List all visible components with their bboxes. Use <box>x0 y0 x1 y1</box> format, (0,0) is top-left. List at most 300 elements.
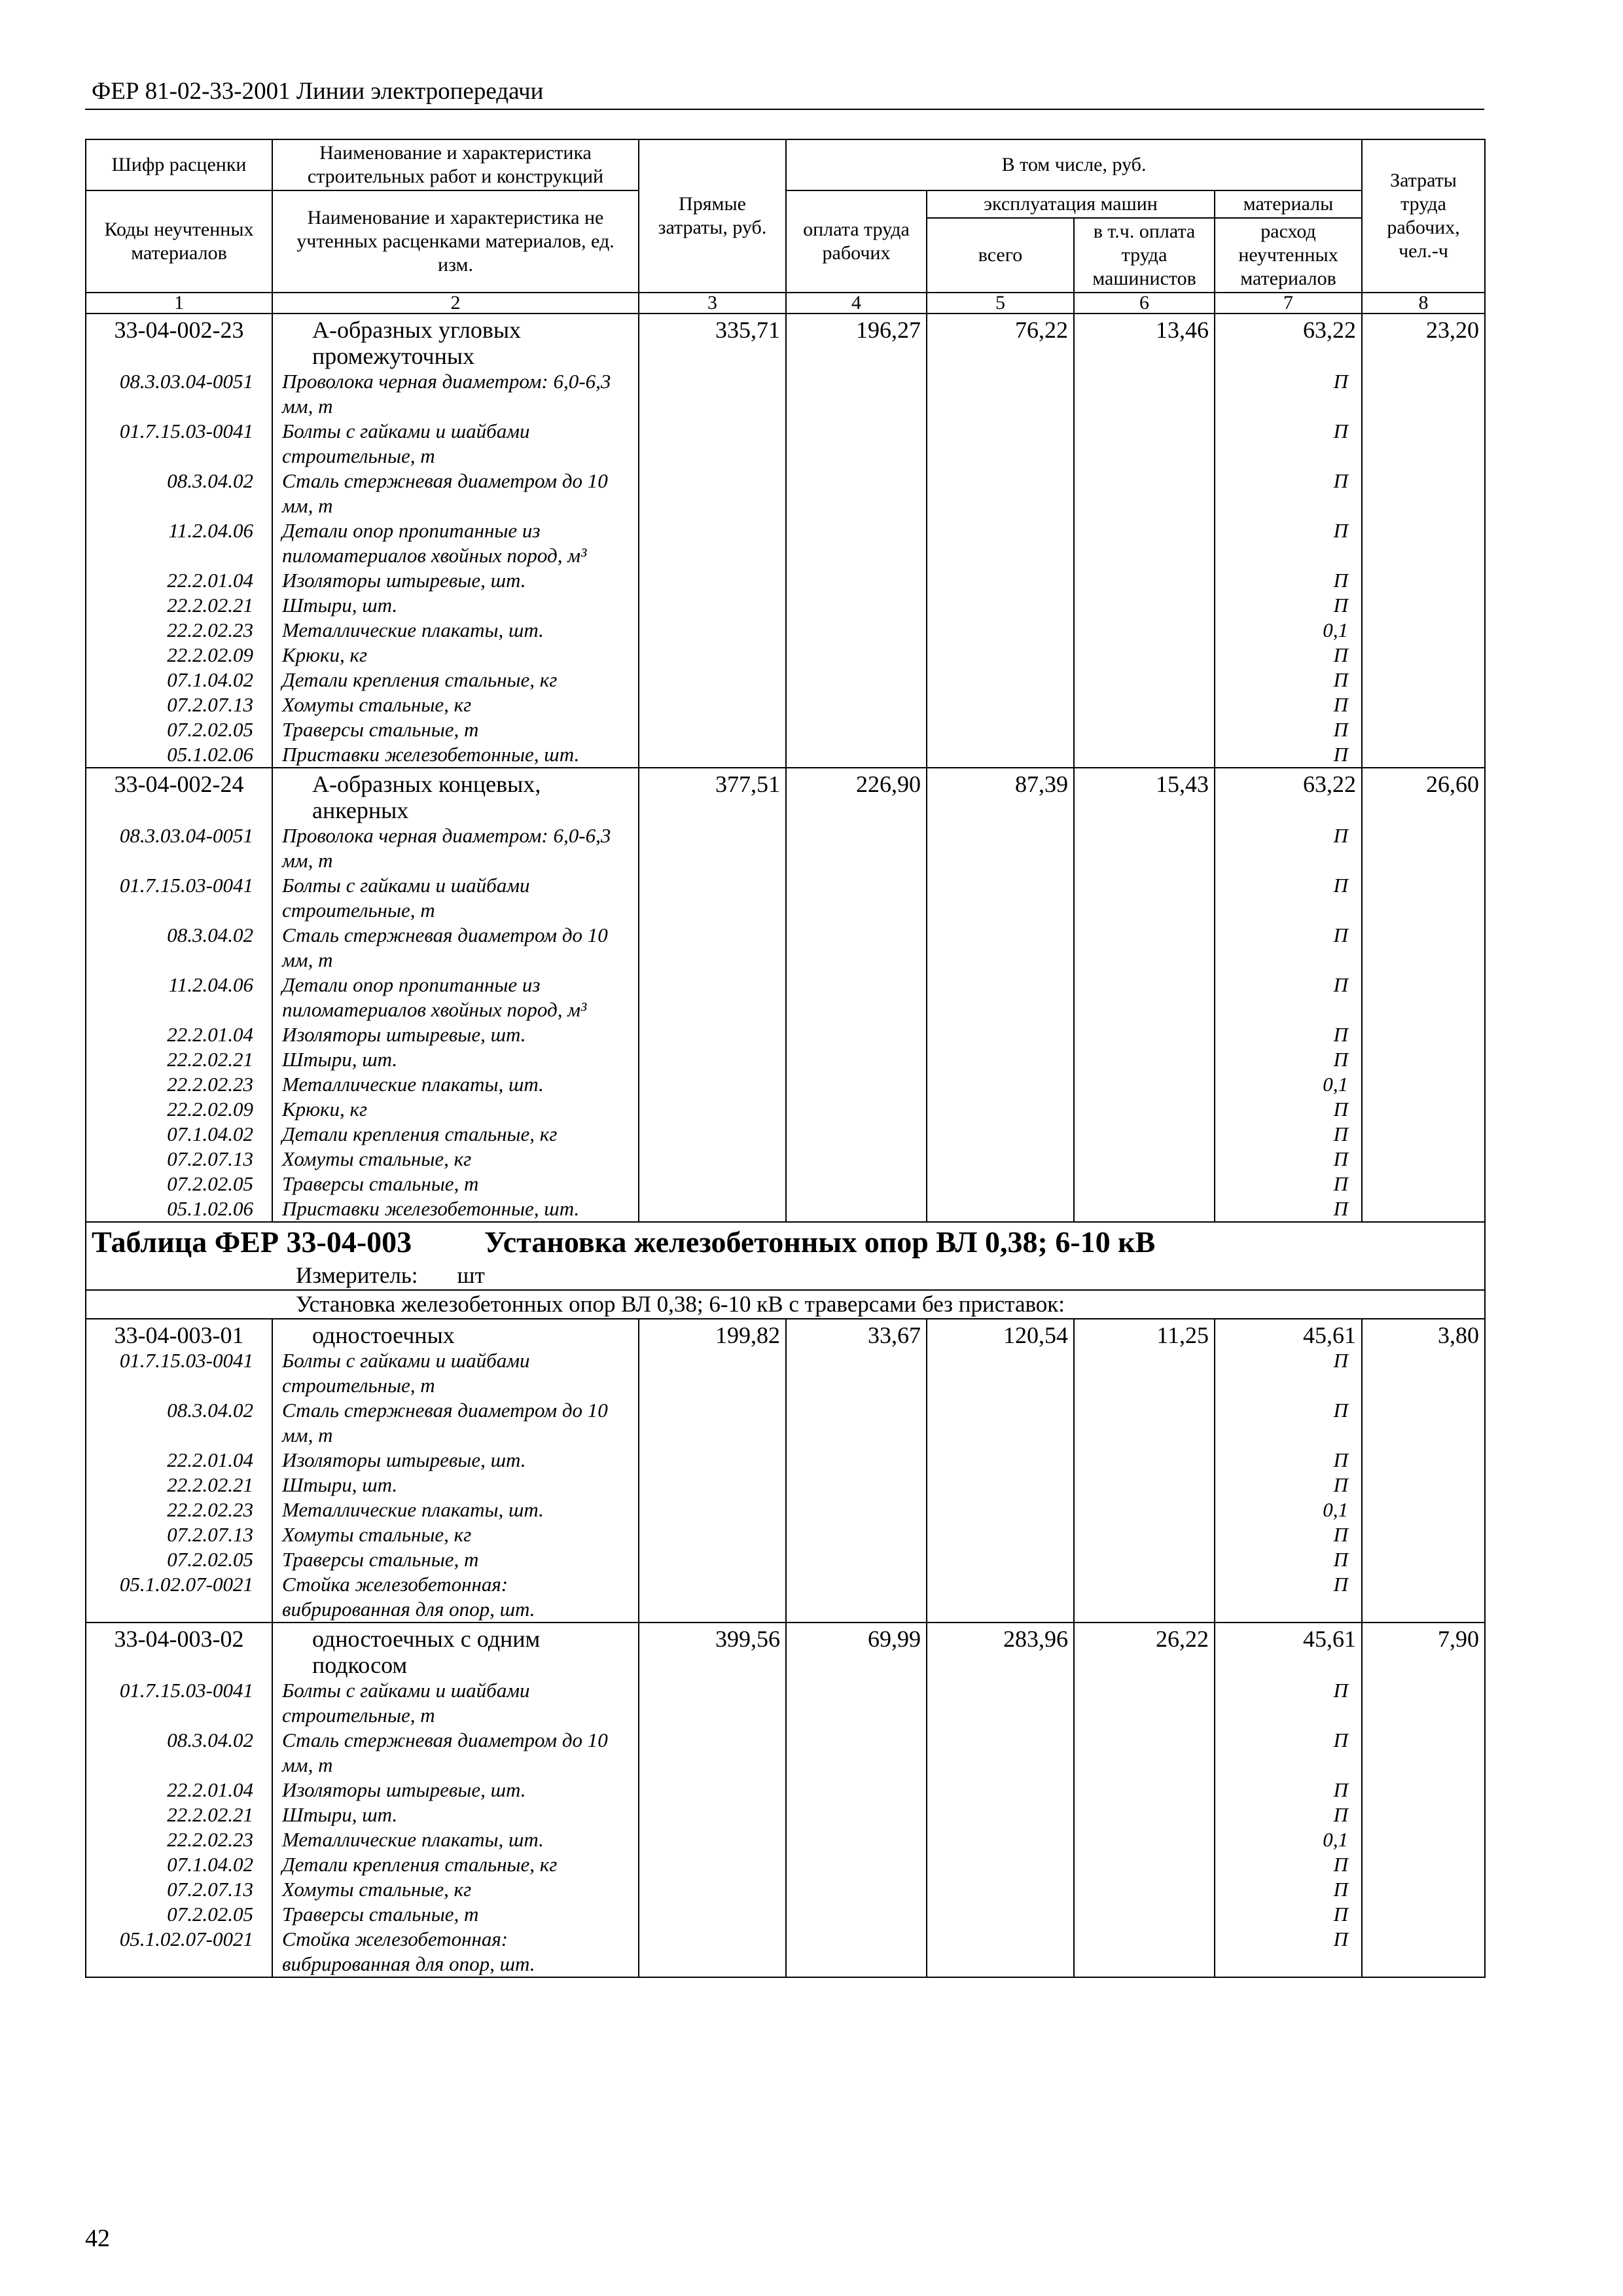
empty-cell <box>1362 1398 1485 1448</box>
material-qty: П <box>1215 1522 1362 1547</box>
empty-cell <box>786 1072 927 1097</box>
material-name: Металлические плакаты, шт. <box>272 1827 639 1852</box>
empty-cell <box>1362 742 1485 768</box>
empty-cell <box>639 1522 786 1547</box>
worker-wages: 69,99 <box>786 1623 927 1678</box>
material-name: Траверсы стальные, т <box>272 717 639 742</box>
material-code: 22.2.01.04 <box>86 1022 272 1047</box>
empty-cell <box>786 593 927 618</box>
material-code: 01.7.15.03-0041 <box>86 873 272 923</box>
material-qty: П <box>1215 1147 1362 1172</box>
empty-cell <box>639 518 786 568</box>
material-qty: П <box>1215 873 1362 923</box>
measure-value: шт <box>457 1263 485 1288</box>
material-code: 22.2.02.21 <box>86 593 272 618</box>
empty-cell <box>1074 1852 1215 1877</box>
material-code: 07.2.02.05 <box>86 1547 272 1572</box>
material-code: 08.3.03.04-0051 <box>86 369 272 419</box>
material-qty: П <box>1215 923 1362 973</box>
empty-cell <box>1074 1122 1215 1147</box>
material-qty: П <box>1215 369 1362 419</box>
material-code: 05.1.02.06 <box>86 742 272 768</box>
work-name: одностоечных <box>272 1319 639 1348</box>
empty-cell <box>639 1398 786 1448</box>
material-name: Штыри, шт. <box>272 1803 639 1827</box>
empty-cell <box>1362 1072 1485 1097</box>
material-row <box>86 568 1485 593</box>
material-qty: П <box>1215 692 1362 717</box>
empty-cell <box>1362 973 1485 1022</box>
material-row <box>86 1022 1485 1047</box>
empty-cell <box>639 643 786 668</box>
material-row <box>86 1097 1485 1122</box>
empty-cell <box>639 419 786 469</box>
empty-cell <box>1362 1047 1485 1072</box>
material-code: 08.3.04.02 <box>86 1728 272 1778</box>
header-materials: материалы <box>1215 190 1362 218</box>
price-row <box>86 314 1485 369</box>
material-row <box>86 692 1485 717</box>
material-qty: П <box>1215 1022 1362 1047</box>
material-code: 07.2.02.05 <box>86 717 272 742</box>
header-incl: В том числе, руб. <box>786 139 1362 190</box>
empty-cell <box>927 1348 1074 1398</box>
empty-cell <box>927 1778 1074 1803</box>
empty-cell <box>1362 823 1485 873</box>
empty-cell <box>639 1803 786 1827</box>
material-name: Сталь стержневая диаметром до 10 мм, т <box>272 1398 639 1448</box>
material-row <box>86 618 1485 643</box>
empty-cell <box>639 1902 786 1927</box>
table-description: Установка железобетонных опор ВЛ 0,38; 6-10 кВ с траверсами без приставок: <box>86 1290 1485 1319</box>
material-qty: П <box>1215 1196 1362 1222</box>
empty-cell <box>1074 1147 1215 1172</box>
empty-cell <box>786 568 927 593</box>
empty-cell <box>927 1498 1074 1522</box>
price-table <box>85 139 1486 1978</box>
empty-cell <box>927 668 1074 692</box>
empty-cell <box>1074 1473 1215 1498</box>
empty-cell <box>1074 419 1215 469</box>
material-row <box>86 469 1485 518</box>
material-code: 08.3.04.02 <box>86 1398 272 1448</box>
material-row <box>86 1122 1485 1147</box>
header-machines: эксплуатация машин <box>927 190 1215 218</box>
price-row <box>86 1319 1485 1348</box>
empty-cell <box>786 668 927 692</box>
empty-cell <box>786 518 927 568</box>
empty-cell <box>786 1547 927 1572</box>
material-name: Изоляторы штыревые, шт. <box>272 1778 639 1803</box>
material-name: Детали крепления стальные, кг <box>272 1852 639 1877</box>
empty-cell <box>786 1196 927 1222</box>
empty-cell <box>927 873 1074 923</box>
material-code: 22.2.02.23 <box>86 618 272 643</box>
empty-cell <box>1362 1348 1485 1398</box>
material-name: Детали опор пропитанные из пиломатериалов хвойных пород, м³ <box>272 973 639 1022</box>
empty-cell <box>786 1522 927 1547</box>
empty-cell <box>1362 1728 1485 1778</box>
material-code: 22.2.02.09 <box>86 1097 272 1122</box>
material-name: Изоляторы штыревые, шт. <box>272 568 639 593</box>
material-name: Детали крепления стальные, кг <box>272 1122 639 1147</box>
column-number: 5 <box>927 293 1074 314</box>
empty-cell <box>786 1877 927 1902</box>
empty-cell <box>639 1547 786 1572</box>
empty-cell <box>786 1678 927 1728</box>
material-name: Болты с гайками и шайбами строительные, т <box>272 419 639 469</box>
material-name: Болты с гайками и шайбами строительные, т <box>272 1348 639 1398</box>
empty-cell <box>927 1572 1074 1623</box>
empty-cell <box>927 923 1074 973</box>
column-number: 7 <box>1215 293 1362 314</box>
empty-cell <box>786 1852 927 1877</box>
empty-cell <box>927 1927 1074 1977</box>
material-row <box>86 1473 1485 1498</box>
empty-cell <box>786 1778 927 1803</box>
material-code: 22.2.01.04 <box>86 1448 272 1473</box>
empty-cell <box>639 1348 786 1398</box>
empty-cell <box>927 1398 1074 1448</box>
material-name: Проволока черная диаметром: 6,0-6,3 мм, т <box>272 369 639 419</box>
material-qty: П <box>1215 518 1362 568</box>
material-qty: П <box>1215 823 1362 873</box>
material-name: Проволока черная диаметром: 6,0-6,3 мм, т <box>272 823 639 873</box>
material-row <box>86 973 1485 1022</box>
empty-cell <box>927 692 1074 717</box>
materials-cost: 63,22 <box>1215 314 1362 369</box>
empty-cell <box>786 1448 927 1473</box>
empty-cell <box>927 593 1074 618</box>
empty-cell <box>1362 419 1485 469</box>
material-code: 22.2.02.23 <box>86 1827 272 1852</box>
empty-cell <box>1074 518 1215 568</box>
price-code: 33-04-003-02 <box>86 1623 272 1678</box>
material-name: Болты с гайками и шайбами строительные, т <box>272 873 639 923</box>
material-code: 11.2.04.06 <box>86 518 272 568</box>
material-code: 11.2.04.06 <box>86 973 272 1022</box>
material-code: 07.2.07.13 <box>86 692 272 717</box>
material-code: 07.2.07.13 <box>86 1522 272 1547</box>
empty-cell <box>1074 1448 1215 1473</box>
empty-cell <box>1074 1097 1215 1122</box>
material-code: 05.1.02.06 <box>86 1196 272 1222</box>
page-number: 42 <box>85 2225 110 2252</box>
empty-cell <box>1362 1778 1485 1803</box>
table-title-label: Таблица ФЕР 33-04-003 <box>92 1225 412 1259</box>
empty-cell <box>639 1122 786 1147</box>
empty-cell <box>639 1022 786 1047</box>
empty-cell <box>639 1572 786 1623</box>
empty-cell <box>927 717 1074 742</box>
empty-cell <box>786 973 927 1022</box>
empty-cell <box>786 1498 927 1522</box>
empty-cell <box>927 1728 1074 1778</box>
empty-cell <box>786 1147 927 1172</box>
column-number: 4 <box>786 293 927 314</box>
empty-cell <box>927 1047 1074 1072</box>
empty-cell <box>639 1097 786 1122</box>
empty-cell <box>786 1172 927 1196</box>
work-name: А-образных угловых промежуточных <box>272 314 639 369</box>
empty-cell <box>927 1196 1074 1222</box>
empty-cell <box>1362 469 1485 518</box>
worker-wages: 33,67 <box>786 1319 927 1348</box>
empty-cell <box>1074 1498 1215 1522</box>
direct-cost: 399,56 <box>639 1623 786 1678</box>
labor-hours: 26,60 <box>1362 768 1485 823</box>
material-qty: П <box>1215 1572 1362 1623</box>
price-row <box>86 1623 1485 1678</box>
material-code: 07.1.04.02 <box>86 1122 272 1147</box>
column-number: 2 <box>272 293 639 314</box>
material-code: 07.1.04.02 <box>86 668 272 692</box>
material-row <box>86 643 1485 668</box>
empty-cell <box>1362 1122 1485 1147</box>
empty-cell <box>927 1448 1074 1473</box>
column-number: 6 <box>1074 293 1215 314</box>
empty-cell <box>639 369 786 419</box>
material-name: Хомуты стальные, кг <box>272 1147 639 1172</box>
material-qty: П <box>1215 1728 1362 1778</box>
empty-cell <box>1362 1498 1485 1522</box>
material-row <box>86 369 1485 419</box>
material-code: 07.2.02.05 <box>86 1172 272 1196</box>
empty-cell <box>1074 1547 1215 1572</box>
machines-total: 283,96 <box>927 1623 1074 1678</box>
material-qty: П <box>1215 419 1362 469</box>
material-code: 08.3.04.02 <box>86 469 272 518</box>
empty-cell <box>786 469 927 518</box>
empty-cell <box>1074 1072 1215 1097</box>
material-qty: П <box>1215 1172 1362 1196</box>
empty-cell <box>786 692 927 717</box>
material-qty: 0,1 <box>1215 1072 1362 1097</box>
material-qty: П <box>1215 742 1362 768</box>
empty-cell <box>1362 1572 1485 1623</box>
empty-cell <box>1362 1678 1485 1728</box>
empty-cell <box>1362 1147 1485 1172</box>
material-row <box>86 419 1485 469</box>
empty-cell <box>1074 973 1215 1022</box>
material-row <box>86 717 1485 742</box>
material-qty: П <box>1215 1852 1362 1877</box>
empty-cell <box>1362 717 1485 742</box>
empty-cell <box>927 1803 1074 1827</box>
empty-cell <box>1362 923 1485 973</box>
empty-cell <box>639 1498 786 1522</box>
column-number: 3 <box>639 293 786 314</box>
empty-cell <box>1074 1877 1215 1902</box>
empty-cell <box>1074 1022 1215 1047</box>
column-number: 1 <box>86 293 272 314</box>
material-name: Изоляторы штыревые, шт. <box>272 1448 639 1473</box>
direct-cost: 199,82 <box>639 1319 786 1348</box>
empty-cell <box>1362 1902 1485 1927</box>
empty-cell <box>786 1728 927 1778</box>
material-qty: П <box>1215 1927 1362 1977</box>
material-row <box>86 1803 1485 1827</box>
empty-cell <box>927 419 1074 469</box>
material-name: Металлические плакаты, шт. <box>272 1498 639 1522</box>
machines-total: 76,22 <box>927 314 1074 369</box>
material-qty: П <box>1215 717 1362 742</box>
work-name: одностоечных с одним подкосом <box>272 1623 639 1678</box>
header-materials-usage: расход неучтенных материалов <box>1215 218 1362 293</box>
empty-cell <box>639 1147 786 1172</box>
empty-cell <box>786 419 927 469</box>
labor-hours: 3,80 <box>1362 1319 1485 1348</box>
empty-cell <box>786 823 927 873</box>
material-name: Сталь стержневая диаметром до 10 мм, т <box>272 469 639 518</box>
material-name: Сталь стержневая диаметром до 10 мм, т <box>272 923 639 973</box>
material-row <box>86 1778 1485 1803</box>
empty-cell <box>639 1778 786 1803</box>
empty-cell <box>786 618 927 643</box>
material-code: 07.2.02.05 <box>86 1902 272 1927</box>
empty-cell <box>927 742 1074 768</box>
material-code: 22.2.01.04 <box>86 568 272 593</box>
empty-cell <box>1074 1348 1215 1398</box>
material-name: Крюки, кг <box>272 1097 639 1122</box>
empty-cell <box>639 1678 786 1728</box>
material-code: 22.2.02.09 <box>86 643 272 668</box>
empty-cell <box>1074 692 1215 717</box>
material-code: 22.2.01.04 <box>86 1778 272 1803</box>
labor-hours: 23,20 <box>1362 314 1485 369</box>
empty-cell <box>639 1852 786 1877</box>
material-name: Изоляторы штыревые, шт. <box>272 1022 639 1047</box>
materials-cost: 45,61 <box>1215 1623 1362 1678</box>
empty-cell <box>1074 1172 1215 1196</box>
material-name: Траверсы стальные, т <box>272 1172 639 1196</box>
table-title-text: Установка железобетонных опор ВЛ 0,38; 6-10 кВ <box>484 1225 1156 1259</box>
empty-cell <box>1074 1398 1215 1448</box>
material-code: 05.1.02.07-0021 <box>86 1572 272 1623</box>
material-name: Металлические плакаты, шт. <box>272 1072 639 1097</box>
material-row <box>86 1196 1485 1222</box>
labor-hours: 7,90 <box>1362 1623 1485 1678</box>
material-qty: П <box>1215 1678 1362 1728</box>
machinist-wages: 15,43 <box>1074 768 1215 823</box>
empty-cell <box>1074 823 1215 873</box>
material-code: 05.1.02.07-0021 <box>86 1927 272 1977</box>
empty-cell <box>1074 1728 1215 1778</box>
material-code: 07.2.07.13 <box>86 1147 272 1172</box>
empty-cell <box>1362 593 1485 618</box>
empty-cell <box>639 668 786 692</box>
machinist-wages: 26,22 <box>1074 1623 1215 1678</box>
material-qty: П <box>1215 668 1362 692</box>
empty-cell <box>639 618 786 643</box>
price-code: 33-04-002-24 <box>86 768 272 823</box>
header-labor: Затраты труда рабочих, чел.-ч <box>1362 139 1485 293</box>
empty-cell <box>927 1547 1074 1572</box>
material-name: Крюки, кг <box>272 643 639 668</box>
empty-cell <box>927 1147 1074 1172</box>
material-code: 01.7.15.03-0041 <box>86 1678 272 1728</box>
column-numbers-row <box>86 293 1485 314</box>
material-qty: П <box>1215 1877 1362 1902</box>
empty-cell <box>1362 1927 1485 1977</box>
empty-cell <box>1362 668 1485 692</box>
material-name: Приставки железобетонные, шт. <box>272 1196 639 1222</box>
empty-cell <box>786 1022 927 1047</box>
empty-cell <box>786 923 927 973</box>
material-name: Хомуты стальные, кг <box>272 692 639 717</box>
material-name: Стойка железобетонная: вибрированная для опор, шт. <box>272 1927 639 1977</box>
empty-cell <box>1074 742 1215 768</box>
empty-cell <box>927 1522 1074 1547</box>
empty-cell <box>1362 1522 1485 1547</box>
empty-cell <box>927 1122 1074 1147</box>
empty-cell <box>1362 692 1485 717</box>
material-row <box>86 1728 1485 1778</box>
empty-cell <box>1074 568 1215 593</box>
empty-cell <box>927 1172 1074 1196</box>
header-direct: Прямые затраты, руб. <box>639 139 786 293</box>
worker-wages: 196,27 <box>786 314 927 369</box>
empty-cell <box>639 1877 786 1902</box>
empty-cell <box>1074 593 1215 618</box>
header-wages: оплата труда рабочих <box>786 190 927 293</box>
material-row <box>86 1927 1485 1977</box>
material-row <box>86 1547 1485 1572</box>
material-code: 08.3.03.04-0051 <box>86 823 272 873</box>
empty-cell <box>639 823 786 873</box>
material-name: Сталь стержневая диаметром до 10 мм, т <box>272 1728 639 1778</box>
material-qty: П <box>1215 568 1362 593</box>
empty-cell <box>639 568 786 593</box>
material-qty: П <box>1215 643 1362 668</box>
material-qty: П <box>1215 1547 1362 1572</box>
material-qty: П <box>1215 1473 1362 1498</box>
material-row <box>86 1172 1485 1196</box>
empty-cell <box>927 469 1074 518</box>
machines-total: 120,54 <box>927 1319 1074 1348</box>
empty-cell <box>1362 1022 1485 1047</box>
empty-cell <box>1074 1827 1215 1852</box>
material-qty: П <box>1215 1097 1362 1122</box>
material-qty: П <box>1215 1778 1362 1803</box>
material-code: 07.2.07.13 <box>86 1877 272 1902</box>
material-code: 07.1.04.02 <box>86 1852 272 1877</box>
empty-cell <box>927 518 1074 568</box>
material-name: Траверсы стальные, т <box>272 1547 639 1572</box>
material-row <box>86 1902 1485 1927</box>
empty-cell <box>639 873 786 923</box>
material-row <box>86 1047 1485 1072</box>
empty-cell <box>1074 469 1215 518</box>
machinist-wages: 13,46 <box>1074 314 1215 369</box>
empty-cell <box>639 923 786 973</box>
empty-cell <box>1362 1547 1485 1572</box>
empty-cell <box>927 618 1074 643</box>
empty-cell <box>639 692 786 717</box>
empty-cell <box>1074 1902 1215 1927</box>
empty-cell <box>927 1072 1074 1097</box>
empty-cell <box>927 1877 1074 1902</box>
machines-total: 87,39 <box>927 768 1074 823</box>
empty-cell <box>927 973 1074 1022</box>
empty-cell <box>786 1572 927 1623</box>
header-rule <box>85 109 1484 110</box>
empty-cell <box>927 1678 1074 1728</box>
price-code: 33-04-002-23 <box>86 314 272 369</box>
header-unaccounted-codes: Коды неучтенных материалов <box>86 190 272 293</box>
empty-cell <box>786 1348 927 1398</box>
empty-cell <box>639 742 786 768</box>
